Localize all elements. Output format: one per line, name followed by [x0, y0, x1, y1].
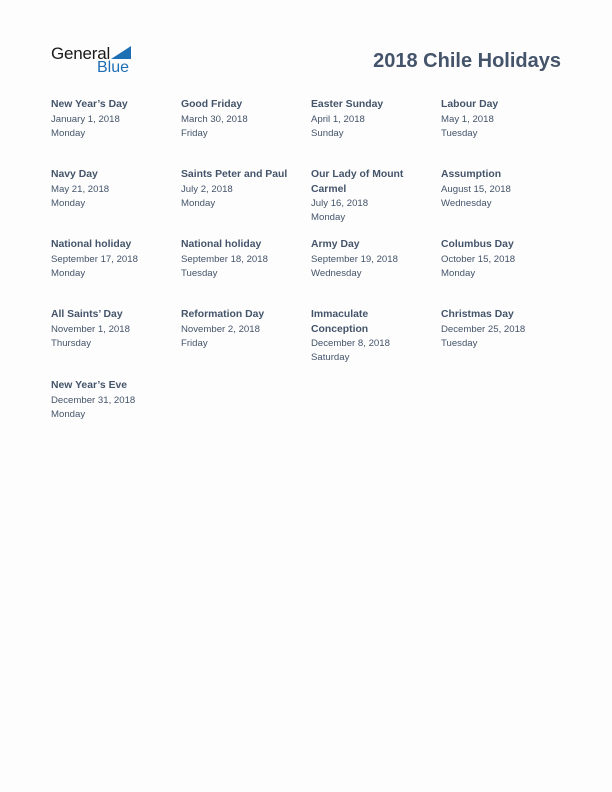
holiday-name: Christmas Day: [441, 309, 514, 320]
holiday-weekday: Thursday: [51, 337, 91, 349]
holiday-name: Army Day: [311, 239, 360, 250]
holiday-item: [441, 98, 559, 141]
holiday-item: [181, 308, 299, 351]
holiday-name: National holiday: [181, 239, 262, 250]
holiday-name: Reformation Day: [181, 309, 265, 320]
logo-text-general: General: [51, 44, 111, 63]
holiday-name: New Year’s Eve: [51, 380, 128, 391]
holiday-name: Our Lady of Mount Carmel: [311, 169, 404, 195]
holiday-date: November 2, 2018: [181, 323, 260, 335]
holiday-date: December 25, 2018: [441, 323, 526, 335]
holiday-date: March 30, 2018: [181, 113, 248, 125]
holiday-weekday: Tuesday: [441, 127, 478, 139]
holiday-item: [441, 308, 559, 351]
holiday-weekday: Monday: [311, 212, 346, 223]
holiday-name: Assumption: [441, 169, 502, 180]
holiday-date: July 16, 2018: [311, 198, 369, 209]
holiday-weekday: Saturday: [311, 352, 350, 363]
holiday-name: Easter Sunday: [311, 99, 384, 110]
holiday-item: [181, 168, 299, 211]
holiday-date: May 21, 2018: [51, 183, 110, 195]
holiday-weekday: Tuesday: [181, 267, 218, 279]
holiday-item: [51, 308, 169, 351]
holiday-weekday: Friday: [181, 337, 208, 349]
holiday-item: [311, 308, 401, 365]
holiday-weekday: Monday: [51, 127, 86, 139]
holiday-weekday: Monday: [181, 197, 216, 209]
holiday-date: September 17, 2018: [51, 253, 138, 265]
holiday-weekday: Monday: [51, 408, 86, 420]
holiday-weekday: Wednesday: [441, 197, 492, 209]
holiday-item: [51, 168, 169, 211]
holiday-item: [181, 98, 299, 141]
logo-text-blue: Blue: [97, 59, 130, 76]
holiday-item: [441, 168, 559, 211]
holiday-name: National holiday: [51, 239, 132, 250]
holiday-weekday: Monday: [51, 267, 86, 279]
holiday-date: September 18, 2018: [181, 253, 268, 265]
holiday-item: [311, 238, 429, 281]
holiday-name: Labour Day: [441, 99, 499, 110]
holiday-item: [311, 168, 411, 225]
holiday-date: July 2, 2018: [181, 183, 233, 195]
holiday-weekday: Sunday: [311, 127, 344, 139]
holiday-name: All Saints’ Day: [51, 309, 123, 320]
holiday-name: Good Friday: [181, 99, 243, 110]
holiday-item: [51, 238, 169, 281]
holiday-item: [51, 98, 169, 141]
holiday-date: January 1, 2018: [51, 113, 120, 125]
holiday-date: May 1, 2018: [441, 113, 494, 125]
holiday-date: October 15, 2018: [441, 253, 516, 265]
holiday-weekday: Friday: [181, 127, 208, 139]
holiday-date: August 15, 2018: [441, 183, 511, 195]
holiday-item: [51, 379, 169, 422]
holiday-item: [441, 238, 559, 281]
holiday-date: September 19, 2018: [311, 253, 398, 265]
holiday-name: Saints Peter and Paul: [181, 169, 288, 180]
holiday-date: November 1, 2018: [51, 323, 130, 335]
holiday-weekday: Wednesday: [311, 267, 362, 279]
logo-triangle-icon: [111, 46, 131, 59]
holiday-item: [311, 98, 429, 141]
holiday-weekday: Tuesday: [441, 337, 478, 349]
holiday-name: Navy Day: [51, 169, 98, 180]
holiday-item: [181, 238, 299, 281]
holiday-date: December 31, 2018: [51, 394, 136, 406]
holiday-date: December 8, 2018: [311, 338, 390, 349]
holiday-weekday: Monday: [51, 197, 86, 209]
holiday-date: April 1, 2018: [311, 113, 365, 125]
generalblue-logo: [51, 44, 141, 78]
holiday-name: Immaculate Conception: [311, 309, 369, 335]
holiday-name: Columbus Day: [441, 239, 514, 250]
holiday-weekday: Monday: [441, 267, 476, 279]
page-title: 2018 Chile Holidays: [373, 50, 561, 72]
holiday-name: New Year’s Day: [51, 99, 128, 110]
